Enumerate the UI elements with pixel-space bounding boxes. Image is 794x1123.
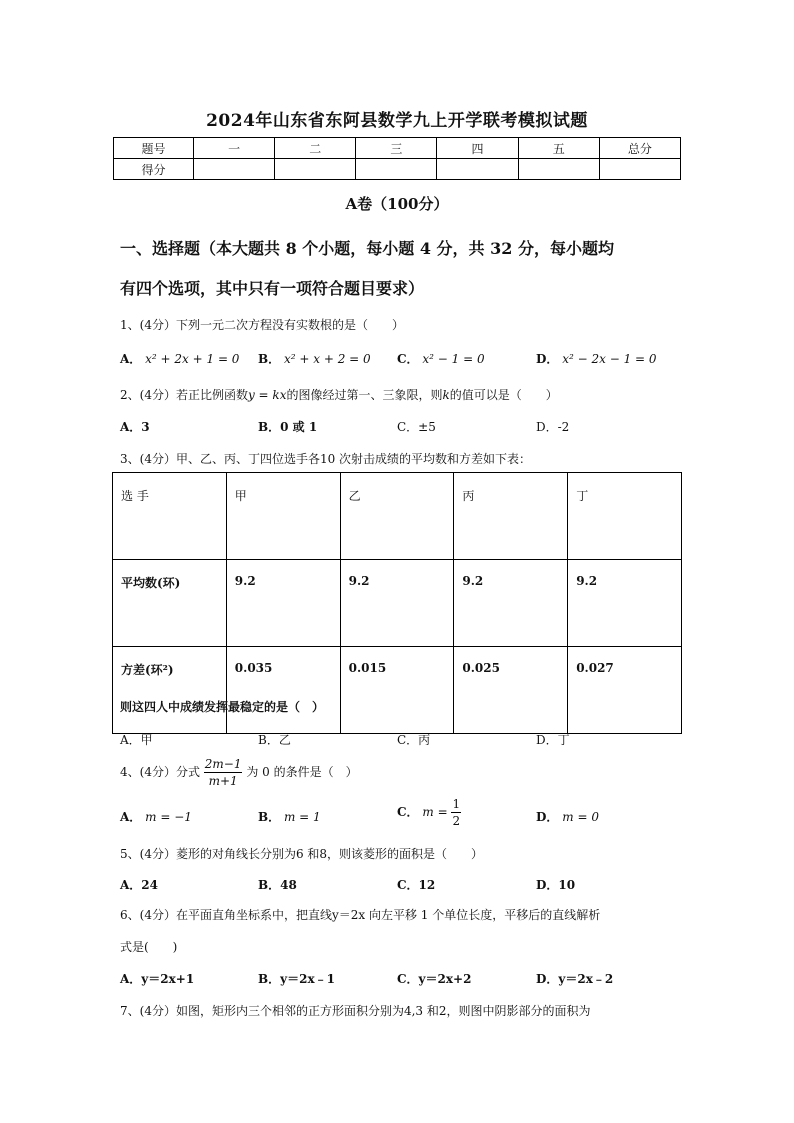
data-cell: 方差(环²) bbox=[113, 647, 227, 734]
score-cell bbox=[437, 159, 518, 180]
q2-option-a: A．3 bbox=[120, 420, 150, 434]
q4-option-c: C． m = $\frac{1}{2}$ bbox=[397, 797, 461, 828]
q5-option-c: C．12 bbox=[397, 878, 436, 892]
q5-option-b: B．48 bbox=[258, 878, 297, 892]
q6-option-c: C．y＝2x+2 bbox=[397, 972, 472, 986]
q2-option-b: B．0 或 1 bbox=[258, 420, 318, 434]
q1-option-c: C． x² − 1 = 0 bbox=[397, 352, 485, 366]
data-cell: 甲 bbox=[226, 473, 340, 560]
q6-option-b: B．y＝2x﹣1 bbox=[258, 972, 335, 986]
score-header-cell: 四 bbox=[437, 138, 518, 159]
q2-option-c: C．±5 bbox=[397, 420, 436, 434]
q3-option-d: D．丁 bbox=[536, 733, 570, 747]
data-cell: 9.2 bbox=[340, 560, 454, 647]
question-5-text: 5、(4分）菱形的对角线长分别为6 和8，则该菱形的面积是（ ） bbox=[120, 847, 484, 861]
score-table bbox=[113, 137, 681, 180]
data-cell: 0.015 bbox=[340, 647, 454, 734]
data-table-header-row bbox=[113, 473, 682, 560]
q1-option-a: A． x² + 2x + 1 = 0 bbox=[120, 352, 240, 366]
data-cell: 0.027 bbox=[568, 647, 682, 734]
q4-option-b: B． m = 1 bbox=[258, 810, 321, 824]
data-cell: 丁 bbox=[568, 473, 682, 560]
score-header-cell: 二 bbox=[275, 138, 356, 159]
score-cell bbox=[275, 159, 356, 180]
data-cell: 0.025 bbox=[454, 647, 568, 734]
question-4-text: 4、(4分）分式 $\frac{2m-1}{m+1}$ 为 0 的条件是（ ） bbox=[120, 757, 358, 788]
data-cell: 丙 bbox=[454, 473, 568, 560]
q6-option-a: A．y＝2x+1 bbox=[120, 972, 195, 986]
q1-option-b: B． x² + x + 2 = 0 bbox=[258, 352, 371, 366]
data-cell: 平均数(环) bbox=[113, 560, 227, 647]
data-table-mean-row bbox=[113, 560, 682, 647]
score-cell bbox=[356, 159, 437, 180]
score-table-header-row bbox=[114, 138, 681, 159]
page-title: 2024年山东省东阿县数学九上开学联考模拟试题 bbox=[206, 111, 588, 131]
q4-option-a: A． m = −1 bbox=[120, 810, 192, 824]
section-heading-line2: 有四个选项，其中只有一项符合题目要求） bbox=[120, 279, 425, 298]
data-table-variance-row bbox=[113, 647, 682, 734]
question-7-text: 7、(4分）如图，矩形内三个相邻的正方形面积分别为4,3 和2，则图中阴影部分的面积为 bbox=[120, 1004, 591, 1018]
data-cell: 9.2 bbox=[568, 560, 682, 647]
q6-option-d: D．y＝2x﹣2 bbox=[536, 972, 614, 986]
question-3-text: 3、(4分）甲、乙、丙、丁四位选手各10 次射击成绩的平均数和方差如下表： bbox=[120, 452, 532, 466]
question-1-text: 1、(4分）下列一元二次方程没有实数根的是（ ） bbox=[120, 318, 404, 332]
question-6-line2: 式是( ) bbox=[120, 940, 178, 954]
question-2-text: 2、(4分）若正比例函数y = kx的图像经过第一、三象限，则k的值可以是（ ） bbox=[120, 388, 558, 402]
paper-part-heading: A卷（100分） bbox=[345, 195, 449, 213]
data-cell: 9.2 bbox=[226, 560, 340, 647]
shooting-data-table bbox=[112, 472, 682, 734]
q5-option-a: A．24 bbox=[120, 878, 159, 892]
section-heading-line1: 一、选择题（本大题共 8 个小题，每小题 4 分，共 32 分，每小题均 bbox=[120, 239, 614, 258]
data-cell: 0.035 bbox=[226, 647, 340, 734]
score-cell bbox=[194, 159, 275, 180]
question-6-line1: 6、(4分）在平面直角坐标系中，把直线y＝2x 向左平移 1 个单位长度，平移后的直线解析 bbox=[120, 908, 601, 922]
score-cell bbox=[518, 159, 599, 180]
data-cell: 9.2 bbox=[454, 560, 568, 647]
q1-option-d: D． x² − 2x − 1 = 0 bbox=[536, 352, 657, 366]
q2-option-d: D．-2 bbox=[536, 420, 570, 434]
q3-option-a: A．甲 bbox=[120, 733, 153, 747]
score-table-score-row bbox=[114, 159, 681, 180]
data-cell: 选 手 bbox=[113, 473, 227, 560]
score-header-cell: 总分 bbox=[599, 138, 680, 159]
score-header-cell: 五 bbox=[518, 138, 599, 159]
q3-option-b: B．乙 bbox=[258, 733, 291, 747]
score-header-cell: 一 bbox=[194, 138, 275, 159]
score-row-label: 得分 bbox=[114, 159, 194, 180]
data-cell: 乙 bbox=[340, 473, 454, 560]
q3-option-c: C．丙 bbox=[397, 733, 431, 747]
question-3-tail: 则这四人中成绩发挥最稳定的是（ ） bbox=[120, 700, 325, 714]
q4-option-d: D． m = 0 bbox=[536, 810, 599, 824]
q5-option-d: D．10 bbox=[536, 878, 576, 892]
q4-fraction: $\frac{2m-1}{m+1}$ bbox=[204, 757, 242, 788]
score-cell bbox=[599, 159, 680, 180]
score-header-cell: 三 bbox=[356, 138, 437, 159]
score-header-cell: 题号 bbox=[114, 138, 194, 159]
